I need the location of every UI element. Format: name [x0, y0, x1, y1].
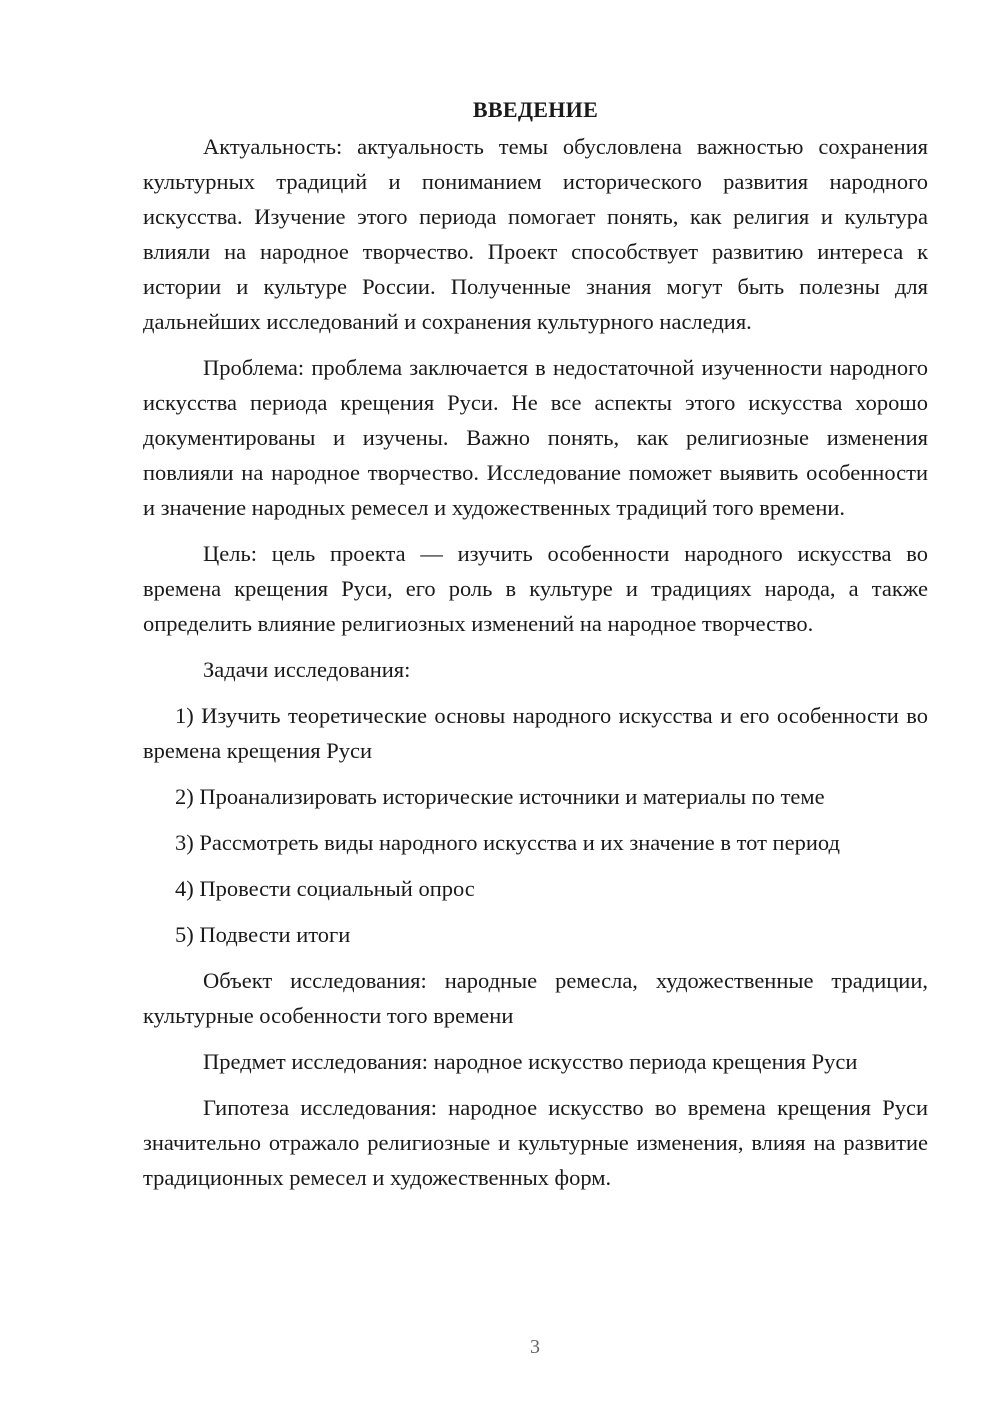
tasks-title: Задачи исследования: [203, 657, 411, 682]
subject-paragraph: Предмет исследования: народное искусство периода крещения Руси [203, 1049, 858, 1074]
relevance-paragraph: Актуальность: актуальность темы обусловлена важностью сохранения культурных традиций и пониманием исторического развития народного искусства. Изучение этого периода помогает понять, как религия и культура влияли на народное творчество. Проект способствует развитию интереса к истории и культуре России. Полученные знания могут быть полезны для дальнейших исследований и сохранения культурного наследия. [143, 134, 928, 334]
hypothesis-paragraph: Гипотеза исследования: народное искусство во времена крещения Руси значительно отражало религиозные и культурные изменения, влияя на развитие традиционных ремесел и художественных форм. [143, 1095, 928, 1190]
document-page [143, 92, 928, 1195]
page-number: 3 [530, 1336, 540, 1358]
task-item-4: 4) Провести социальный опрос [175, 876, 475, 901]
problem-paragraph: Проблема: проблема заключается в недостаточной изученности народного искусства периода крещения Руси. Не все аспекты этого искусства хорошо документированы и изучены. Важно понять, как религиозные изменения повлияли на народное творчество. Исследование поможет выявить особенности и значение народных ремесел и художественных традиций того времени. [143, 355, 928, 520]
task-item-2: 2) Проанализировать исторические источники и материалы по теме [175, 784, 825, 809]
goal-paragraph: Цель: цель проекта — изучить особенности народного искусства во времена крещения Руси, его роль в культуре и традициях народа, а также определить влияние религиозных изменений на народное творчество. [143, 541, 928, 636]
task-item-3: 3) Рассмотреть виды народного искусства и их значение в тот период [175, 830, 840, 855]
page-title: ВВЕДЕНИЕ [472, 97, 599, 122]
task-item-1: 1) Изучить теоретические основы народного искусства и его особенности во времена крещения Руси [143, 703, 928, 763]
object-paragraph: Объект исследования: народные ремесла, художественные традиции, культурные особенности того времени [143, 968, 928, 1028]
task-item-5: 5) Подвести итоги [175, 922, 351, 947]
